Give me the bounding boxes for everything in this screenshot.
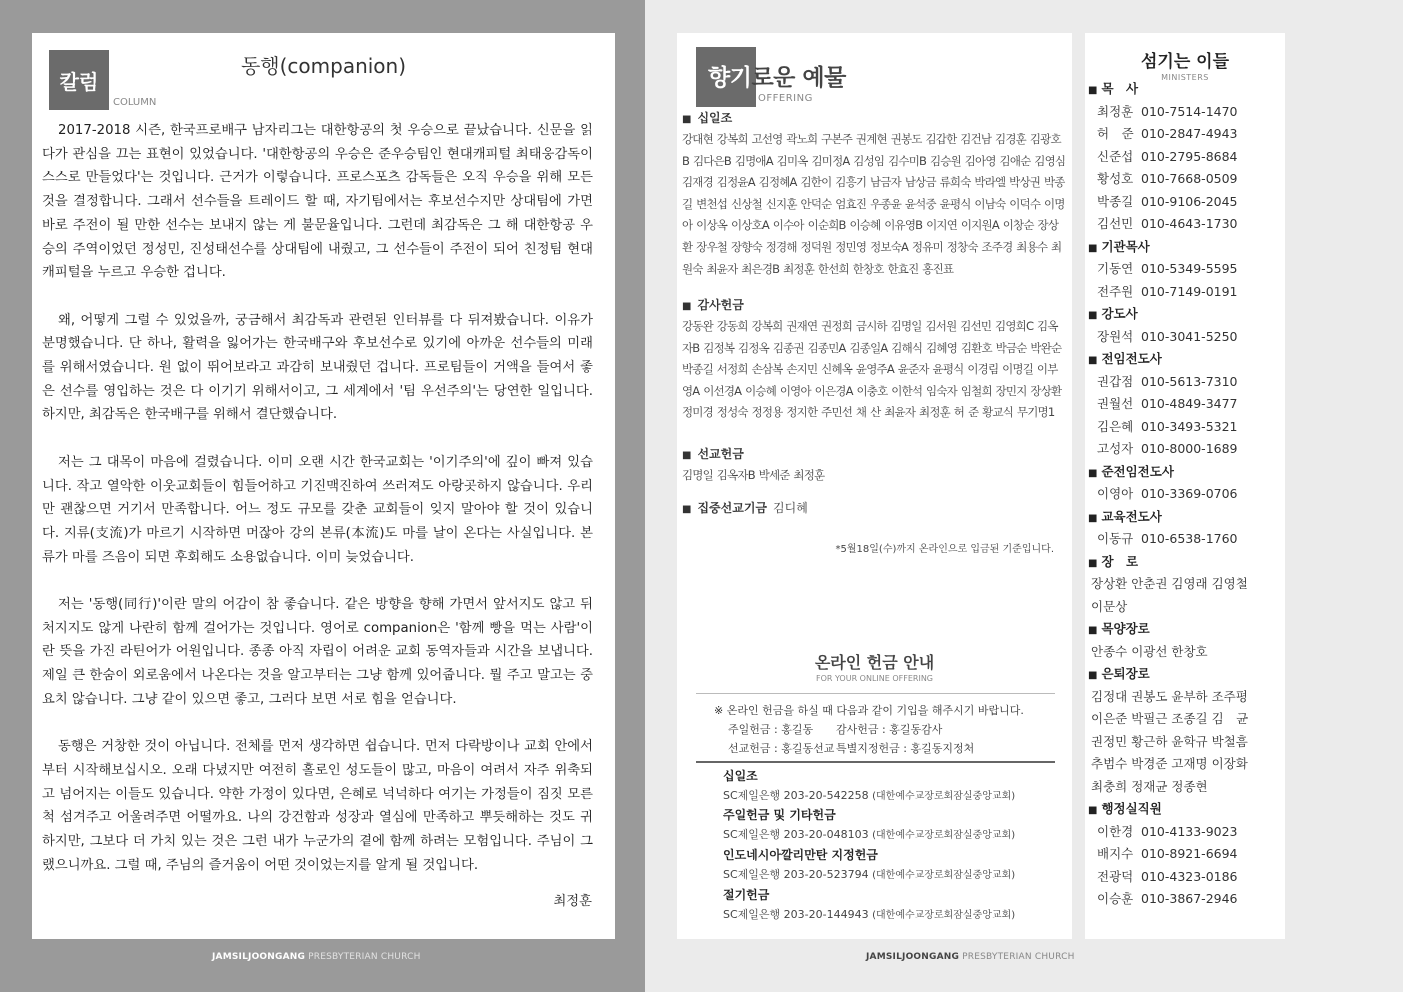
account-item (723, 806, 1015, 845)
minister-phone: 010-7668-0509 (1141, 171, 1238, 186)
minister-name: 고성자 (1097, 441, 1134, 456)
retired-names: 김정대 권봉도 윤부하 조주평 (1091, 688, 1248, 704)
group-heading: ■ 전임전도사 (1088, 348, 1283, 371)
tithe-section (682, 109, 1067, 280)
tithe-heading: ■ 십일조 (682, 109, 1067, 129)
group-heading: ■ 교육전도사 (1088, 506, 1283, 529)
offering-sub: OFFERING (758, 93, 813, 104)
example-sunday: 주일헌금 : 홍길동 (728, 723, 814, 736)
staff-name: 배지수 (1097, 846, 1134, 861)
minister-row (1088, 483, 1283, 506)
column-panel (32, 33, 615, 939)
minister-name: 이동규 (1097, 531, 1134, 546)
minister-phone: 010-5613-7310 (1141, 373, 1238, 389)
minister-row (1088, 371, 1283, 394)
minister-row (1088, 281, 1283, 304)
minister-row (1088, 258, 1283, 281)
footer-right (866, 952, 1075, 962)
offering-title-white: 향기 (708, 65, 752, 91)
column-paragraph: 2017-2018 시즌, 한국프로배구 남자리그는 대한항공의 첫 우승으로 끝났습니다. 신문을 읽다가 관심을 끄는 표현이 있었습니다. '대한항공의 우승은 준우승팀인 현대캐피털 최태웅감독이 스스로 만들었다'는 것입니다. 근거가 이렇습니다. 프로스포츠 감독들은 오직 우승을 위해 모든 것을 결정합니다. 그래서 선수들을 트레이드 할 때, 자기팀에서는 후보선수지만 상대팀에 가면 바로 주전이 될 만한 선수는 보내지 않는 게 불문율입니다. 그런데 최감독은 그 해 대한항공 우승의 주역이었던 정성민, 진성태선수를 상대팀에 내줬고, 그 선수들이 주전이 되어 친정팀 현대캐피털을 누르고 우승한 겁니다. (42, 123, 593, 281)
staff-phone: 010-4323-0186 (1141, 868, 1238, 884)
mission-section (682, 445, 1067, 487)
pastoral-names: 안종수 이광선 한창호 (1091, 643, 1208, 659)
group-heading: ■ 장 로 (1088, 551, 1283, 574)
minister-row (1088, 393, 1283, 416)
account-title: 절기헌금 (723, 888, 770, 902)
account-number (723, 825, 1015, 845)
ministers-panel (1085, 33, 1285, 939)
staff-row (1088, 821, 1283, 844)
minister-row (1088, 416, 1283, 439)
staff-name: 전광덕 (1097, 868, 1134, 884)
minister-name: 허 준 (1097, 126, 1134, 141)
minister-row (1088, 326, 1283, 349)
minister-name: 김선민 (1097, 216, 1134, 231)
minister-name: 신준섭 (1097, 148, 1134, 164)
footer-church-bold: JAMSILJOONGANG (212, 952, 306, 962)
staff-phone: 010-8921-6694 (1141, 846, 1238, 861)
minister-name: 장원석 (1097, 328, 1134, 344)
account-holder: (대한예수교장로회잠실중앙교회) (872, 830, 1016, 841)
online-notice: ※ 온라인 헌금을 하실 때 다음과 같이 기입을 해주시기 바랍니다. (714, 704, 1024, 717)
minister-phone: 010-4849-3477 (1141, 396, 1238, 411)
online-example-row (714, 739, 1024, 758)
account-holder: (대한예수교장로회잠실중앙교회) (872, 791, 1016, 802)
minister-name: 권월선 (1097, 396, 1134, 411)
ministers-list (1088, 78, 1283, 911)
column-badge: 칼럼 (49, 50, 109, 110)
online-instructions (714, 701, 1024, 758)
minister-phone: 010-7514-1470 (1141, 103, 1238, 119)
group-heading: ■ 목 사 (1088, 78, 1283, 101)
minister-row (1088, 213, 1283, 236)
column-title: 동행(companion) (240, 54, 407, 78)
online-sub: FOR YOUR ONLINE OFFERING (815, 674, 934, 683)
thanks-names: 강동완 강동희 강복희 권재연 권정희 금시하 김명일 김서원 김선민 김영희C 김옥자B 김정복 김정옥 김종권 김종민A 김종일A 김해식 김혜영 김환호 박금순 박완순 박종길 서정희 손삼복 손지민 신혜옥 윤영주A 윤준자 윤평식 이경림 이명길 이부영A 이선경A 이승혜 이영아 이은경A 이충호 이한석 임숙자 임철희 장민지 장상환 정미경 정성숙 정정용 정지한 주민선 채 산 최윤자 최정훈 허 준 황교식 무기명1 (682, 319, 1062, 420)
mission-names: 김명일 김옥자B 박세준 최정훈 (682, 468, 825, 482)
account-item (723, 767, 1015, 806)
minister-row (1088, 528, 1283, 551)
column-badge-sub: COLUMN (113, 97, 157, 108)
account-bank: SC제일은행 203-20-542258 (723, 789, 869, 802)
online-title: 온라인 헌금 안내 (814, 653, 935, 672)
focus-heading (682, 499, 1067, 519)
staff-name: 이한경 (1097, 823, 1134, 839)
minister-phone: 010-2847-4943 (1141, 126, 1238, 141)
retired-names: 권정민 황근하 윤학규 박철흠 (1091, 733, 1248, 749)
column-paragraph: 동행은 거창한 것이 아닙니다. 전체를 먼저 생각하면 쉽습니다. 먼저 다락방이나 교회 안에서부터 시작해보십시오. 오래 다녔지만 여전히 홀로인 성도들이 많고, 마음이 여려서 자주 위축되고 넘어지는 이들도 있습니다. 약한 가정이 있다면, 은혜로 넉넉하다 여기는 가정들이 짐짓 모른 척 섬겨주고 어울려주면 어떨까요. 나의 강건함과 성장과 열심에 만족하고 뿌듯해하는 것도 귀하지만, 그보다 더 가치 있는 것은 그런 내가 누군가의 곁에 함께 하려는 모험입니다. 주님이 그랬으니까요. 그럴 때, 주님의 즐거움이 어떤 것이었는지를 알게 될 것입니다. (42, 739, 593, 873)
minister-phone: 010-6538-1760 (1141, 531, 1238, 546)
group-heading: ■ 준전임전도사 (1088, 461, 1283, 484)
minister-phone: 010-3041-5250 (1141, 328, 1238, 344)
minister-phone: 010-7149-0191 (1141, 283, 1238, 299)
account-bank: SC제일은행 203-20-144943 (723, 908, 869, 921)
example-special: 특별지정헌금 : 홍길동지정처 (836, 742, 975, 755)
account-number (723, 786, 1015, 806)
column-body (42, 119, 593, 901)
minister-row (1088, 438, 1283, 461)
account-title: 인도네시아깔리만탄 지정헌금 (723, 848, 878, 862)
online-example-row (714, 720, 1024, 739)
minister-phone: 010-4643-1730 (1141, 216, 1238, 231)
minister-row (1088, 168, 1283, 191)
group-heading: ■ 행정실직원 (1088, 798, 1283, 821)
focus-name: 김디혜 (773, 501, 808, 515)
column-paragraph: 저는 그 대목이 마음에 걸렸습니다. 이미 오랜 시간 한국교회는 '이기주의'에 깊이 빠져 있습니다. 작고 열악한 이웃교회들이 힘들어하고 기진맥진하여 쓰러져도 아랑곳하지 않습니다. 우리만 괜찮으면 거기서 만족합니다. 어느 정도 규모를 갖춘 교회들이 잊지 말아야 할 것이 있습니다. 지류(支流)가 마르기 시작하면 머잖아 강의 본류(本流)도 마를 날이 온다는 사실입니다. 본류가 마를 즈음이 되면 후회해도 소용없습니다. 이미 늦었습니다. (42, 454, 593, 565)
offering-panel (677, 33, 1072, 939)
group-heading: ■ 은퇴장로 (1088, 663, 1283, 686)
retired-names: 추범수 박경준 고재명 이장화 (1091, 756, 1248, 771)
staff-row (1088, 888, 1283, 911)
minister-row (1088, 191, 1283, 214)
column-paragraph: 저는 '동행(同行)'이란 말의 어감이 참 좋습니다. 같은 방향을 향해 가면서 앞서지도 않고 뒤처지지도 않게 나란히 함께 걸어가는 것입니다. 영어로 companion은 '함께 빵을 먹는 사람'이란 뜻을 가진 라틴어가 어원입니다. 종종 아직 자립이 어려운 교회 동역자들과 시간을 보냅니다. 제일 큰 한숨이 외로움에서 나온다는 것을 알고부터는 그냥 함께 있어줍니다. 뭘 주고 말고는 중요치 않습니다. 그냥 같이 있으면 좋고, 그러다 보면 서로 힘을 얻습니다. (42, 597, 593, 707)
focus-section (682, 499, 1067, 519)
minister-row (1088, 146, 1283, 169)
offering-note: *5월18일(수)까지 온라인으로 입금된 기준입니다. (835, 544, 1054, 555)
account-title: 십일조 (723, 769, 758, 783)
staff-phone: 010-3867-2946 (1141, 891, 1238, 906)
ministers-sub: MINISTERS (1161, 73, 1209, 82)
minister-phone: 010-2795-8684 (1141, 148, 1238, 164)
online-divider (696, 693, 1055, 694)
group-heading: ■ 강도사 (1088, 303, 1283, 326)
minister-phone: 010-3493-5321 (1141, 418, 1238, 434)
minister-row (1088, 123, 1283, 146)
minister-name: 기동연 (1097, 261, 1134, 276)
group-heading: ■ 목양장로 (1088, 618, 1283, 641)
account-title: 주일헌금 및 기타헌금 (723, 808, 836, 822)
online-divider-thick (696, 761, 1055, 763)
account-number (723, 865, 1015, 885)
focus-label: 집중선교기금 (697, 501, 768, 515)
account-bank: SC제일은행 203-20-523794 (723, 868, 869, 881)
staff-name: 이승훈 (1097, 891, 1134, 906)
minister-phone: 010-5349-5595 (1141, 261, 1238, 276)
account-item (723, 846, 1015, 885)
minister-phone: 010-8000-1689 (1141, 441, 1238, 456)
footer-left (212, 952, 421, 962)
minister-name: 이영아 (1097, 486, 1134, 501)
minister-name: 박종길 (1097, 193, 1134, 209)
minister-name: 권갑점 (1097, 373, 1134, 389)
offering-title-rest: 로운 예물 (751, 65, 846, 91)
minister-phone: 010-3369-0706 (1141, 486, 1238, 501)
staff-row (1088, 866, 1283, 889)
footer-church-light: PRESBYTERIAN CHURCH (305, 952, 421, 962)
retired-names: 최충희 정재균 정종현 (1091, 778, 1208, 794)
account-holder: (대한예수교장로회잠실중앙교회) (872, 910, 1016, 921)
mission-heading: ■ 선교헌금 (682, 445, 1067, 465)
minister-name: 최정훈 (1097, 103, 1134, 119)
group-heading: ■ 기관목사 (1088, 236, 1283, 259)
footer-church-bold: JAMSILJOONGANG (866, 952, 960, 962)
minister-phone: 010-9106-2045 (1141, 193, 1238, 209)
thanks-section (682, 296, 1067, 424)
account-holder: (대한예수교장로회잠실중앙교회) (872, 870, 1016, 881)
offering-title (708, 59, 846, 92)
minister-name: 황성호 (1097, 171, 1134, 186)
elders-names: 장상환 안춘권 김영래 김영철 (1091, 576, 1248, 591)
thanks-heading: ■ 감사헌금 (682, 296, 1067, 316)
minister-row (1088, 101, 1283, 124)
ministers-title: 섬기는 이들 (1140, 52, 1230, 72)
example-thanks: 감사헌금 : 홍길동감사 (836, 723, 943, 736)
column-paragraph: 왜, 어떻게 그럴 수 있었을까, 궁금해서 최감독과 관련된 인터뷰를 다 뒤져봤습니다. 이유가 분명했습니다. 단 하나, 활력을 잃어가는 한국배구와 후보선수로 있기에 아까운 선수들의 미래를 위해서였습니다. 원 없이 뛰어보라고 과감히 보내줬던 겁니다. 프로팀들이 거액을 들여서 좋은 선수를 영입하는 것은 다 이기기 위해서이고, 그 세계에서 '팀 우선주의'는 당연한 일입니다. 하지만, 최감독은 한국배구를 위해서 결단했습니다. (42, 312, 593, 423)
account-bank: SC제일은행 203-20-048103 (723, 828, 869, 841)
retired-names: 이은준 박필근 조종길 김 균 (1091, 711, 1249, 726)
staff-phone: 010-4133-9023 (1141, 823, 1238, 839)
example-mission: 선교헌금 : 홍길동선교 (728, 742, 835, 755)
footer-church-light: PRESBYTERIAN CHURCH (959, 952, 1075, 962)
column-author: 최정훈 (553, 894, 592, 909)
minister-name: 전주원 (1097, 283, 1134, 299)
account-item (723, 886, 1015, 925)
staff-row (1088, 843, 1283, 866)
tithe-names: 강대현 강복희 고선영 곽노희 구본주 권계현 권봉도 김갑한 김건남 김경훈 김광호B 김다은B 김명애A 김미옥 김미정A 김성임 김수미B 김승원 김아영 김애순 김영심 김재경 김정윤A 김정혜A 김한이 김흥기 남금자 남상금 류희숙 박라엘 박상권 박종길 변천섭 신상철 신지훈 안덕순 엄효진 우종윤 윤석중 윤평식 이남숙 이덕수 이명아 이상옥 이상호A 이수아 이순희B 이승혜 이유영B 이지연 이지원A 이창순 장상환 장우철 장향숙 정경해 정덕원 정민영 정보숙A 정유미 정창숙 조주경 최용수 최원숙 최윤자 최은경B 최정훈 한선희 한창호 한효진 홍진표 (682, 132, 1066, 276)
account-number (723, 905, 1015, 925)
minister-name: 김은혜 (1097, 418, 1134, 434)
elders-names: 이문상 (1091, 598, 1128, 614)
